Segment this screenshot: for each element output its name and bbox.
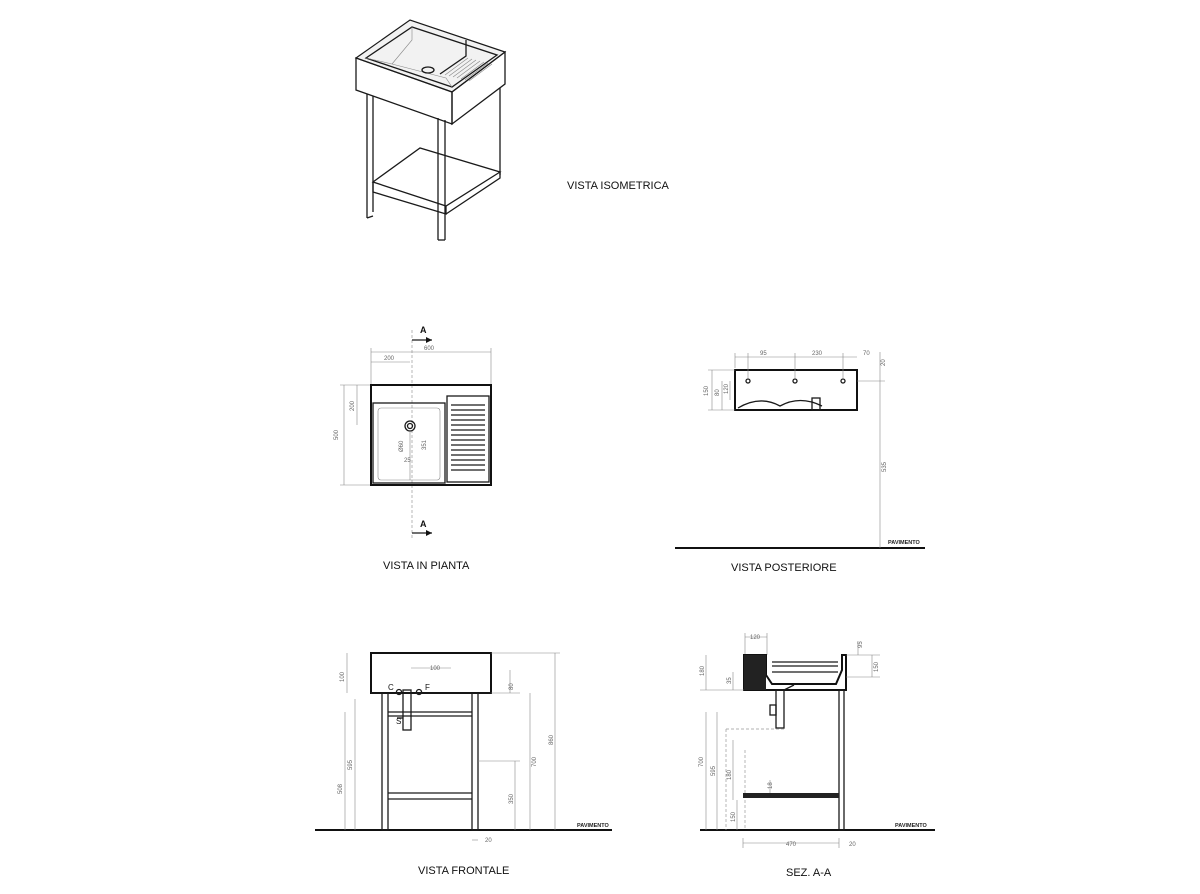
section-dim-h7: 18 bbox=[768, 782, 774, 789]
isometric-view bbox=[356, 20, 670, 240]
front-floor-label: PAVIMENTO bbox=[577, 823, 609, 829]
front-dim-drain-w: 100 bbox=[430, 666, 441, 672]
rear-dim-height: 535 bbox=[882, 461, 888, 472]
rear-dim-d3: 70 bbox=[863, 351, 870, 357]
front-view-label: VISTA FRONTALE bbox=[418, 865, 510, 877]
rear-view bbox=[675, 351, 925, 574]
plan-dim-left: 200 bbox=[384, 356, 395, 362]
plan-dim-back: 200 bbox=[350, 400, 356, 411]
plan-dim-low: 25 bbox=[404, 458, 411, 464]
section-marker-bottom: A bbox=[420, 519, 427, 529]
isometric-view-label: VISTA ISOMETRICA bbox=[567, 180, 669, 192]
front-dim-h1: 80 bbox=[509, 683, 515, 690]
front-view bbox=[315, 653, 612, 877]
section-view-label: SEZ. A-A bbox=[786, 867, 832, 879]
rear-dim-h4: 20 bbox=[881, 359, 887, 366]
section-floor-label: PAVIMENTO bbox=[895, 823, 927, 829]
plan-dim-bowl: 351 bbox=[422, 439, 428, 450]
plan-dim-depth: 500 bbox=[334, 429, 340, 440]
front-dim-h4: 350 bbox=[509, 793, 515, 804]
section-dim-r2: 150 bbox=[874, 661, 880, 672]
plan-view-label: VISTA IN PIANTA bbox=[383, 560, 470, 572]
rear-dim-d2: 230 bbox=[812, 351, 823, 357]
rear-floor-label: PAVIMENTO bbox=[888, 540, 920, 546]
plan-dim-drain: Ø60 bbox=[399, 440, 405, 452]
rear-dim-h3: 120 bbox=[724, 383, 730, 394]
plan-dim-width: 600 bbox=[424, 346, 435, 352]
front-dim-h5: 595 bbox=[348, 759, 354, 770]
section-dim-h6: 150 bbox=[731, 811, 737, 822]
front-dim-h6: 508 bbox=[338, 783, 344, 794]
rear-dim-d1: 95 bbox=[760, 351, 767, 357]
section-dim-r1: 95 bbox=[858, 641, 864, 648]
front-dim-h3: 860 bbox=[549, 734, 555, 745]
section-dim-h5: 180 bbox=[727, 769, 733, 780]
fixture-s: S bbox=[396, 717, 402, 726]
section-dim-top: 120 bbox=[750, 635, 761, 641]
rear-dim-h2: 80 bbox=[715, 389, 721, 396]
section-view bbox=[699, 633, 935, 879]
fixture-f: F bbox=[425, 683, 430, 692]
front-dim-top: 100 bbox=[340, 671, 346, 682]
front-dim-foot: 20 bbox=[485, 838, 492, 844]
rear-view-label: VISTA POSTERIORE bbox=[731, 562, 837, 574]
section-dim-h2: 35 bbox=[727, 677, 733, 684]
plan-view bbox=[334, 325, 491, 572]
section-dim-h4: 595 bbox=[711, 765, 717, 776]
section-marker-top: A bbox=[420, 325, 427, 335]
front-dim-h2: 700 bbox=[532, 756, 538, 767]
section-dim-foot: 20 bbox=[849, 842, 856, 848]
section-dim-h1: 180 bbox=[700, 665, 706, 676]
section-dim-h3: 700 bbox=[699, 756, 705, 767]
section-dim-base: 470 bbox=[786, 842, 797, 848]
rear-dim-h1: 150 bbox=[704, 385, 710, 396]
fixture-c: C bbox=[388, 683, 394, 692]
